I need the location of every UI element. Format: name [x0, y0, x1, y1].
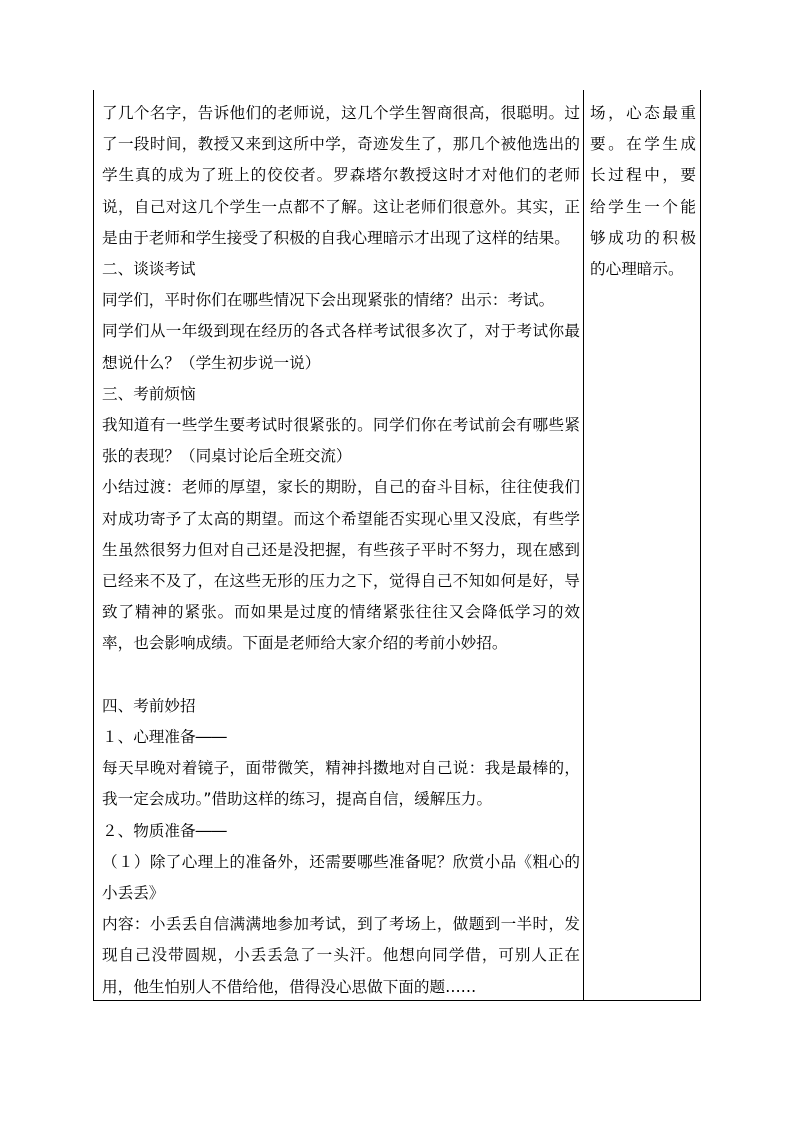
design-note: 场，心态最重要。在学生成长过程中，要给学生一个能够成功的积极的心理暗示。 — [590, 104, 696, 279]
notes-column — [584, 90, 701, 1000]
notes-text — [590, 98, 696, 285]
paragraph: 我知道有一些学生要考试时很紧张的。同学们你在考试前会有哪些紧张的表现？（同桌讨论后全班交流） — [102, 416, 580, 466]
subsection-heading: ２、物质准备―― — [102, 821, 227, 840]
paragraph: 同学们从一年级到现在经历的各式各样考试很多次了，对于考试你最想说什么？（学生初步说一说） — [102, 322, 580, 372]
section-heading-2: 二、谈谈考试 — [102, 260, 196, 279]
paragraph: 同学们，平时你们在哪些情况下会出现紧张的情绪？出示：考试。 — [102, 291, 555, 310]
summary-paragraph: 小结过渡：老师的厚望，家长的期盼，自己的奋斗目标，往往使我们对成功寄予了太高的期望。而这个希望能否实现心里又没底，有些学生虽然很努力但对自己还是没把握，有些孩子平时不努力，现在感到已经来不及了，在这些无形的压力之下，觉得自己不知如何是好，导致了精神的紧张。而如果是过度的情绪紧张往往又会降低学习的效率，也会影响成绩。下面是老师给大家介绍的考前小妙招。 — [102, 478, 580, 653]
section-heading-3: 三、考前烦恼 — [102, 384, 196, 403]
paragraph: 内容：小丢丢自信满满地参加考试，到了考场上，做题到一半时，发现自己没带圆规，小丢丢急了一头汗。他想向同学借，可别人正在用，他生怕别人不借给他，借得没心思做下面的题…… — [102, 915, 580, 996]
blank-line — [102, 660, 580, 691]
paragraph: （１）除了心理上的准备外，还需要哪些准备呢？欣赏小品《粗心的小丢丢》 — [102, 852, 580, 903]
content-text — [102, 98, 580, 1003]
story-paragraph: 了几个名字，告诉他们的老师说，这几个学生智商很高，很聪明。过了一段时间，教授又来到这所中学，奇迹发生了，那几个被他选出的学生真的成为了班上的佼佼者。罗森塔尔教授这时才对他们的老师说，自己对这几个学生一点都不了解。这让老师们很意外。其实，正是由于老师和学生接受了积极的自我心理暗示才出现了这样的结果。 — [102, 104, 580, 247]
subsection-heading: １、心理准备―― — [102, 728, 227, 747]
content-column — [94, 90, 584, 1000]
paragraph: 每天早晚对着镜子，面带微笑，精神抖擞地对自己说：我是最棒的，我一定会成功。”借助这样的练习，提高自信，缓解压力。 — [102, 759, 580, 809]
lesson-table — [93, 90, 701, 1001]
section-heading-4: 四、考前妙招 — [102, 696, 196, 715]
